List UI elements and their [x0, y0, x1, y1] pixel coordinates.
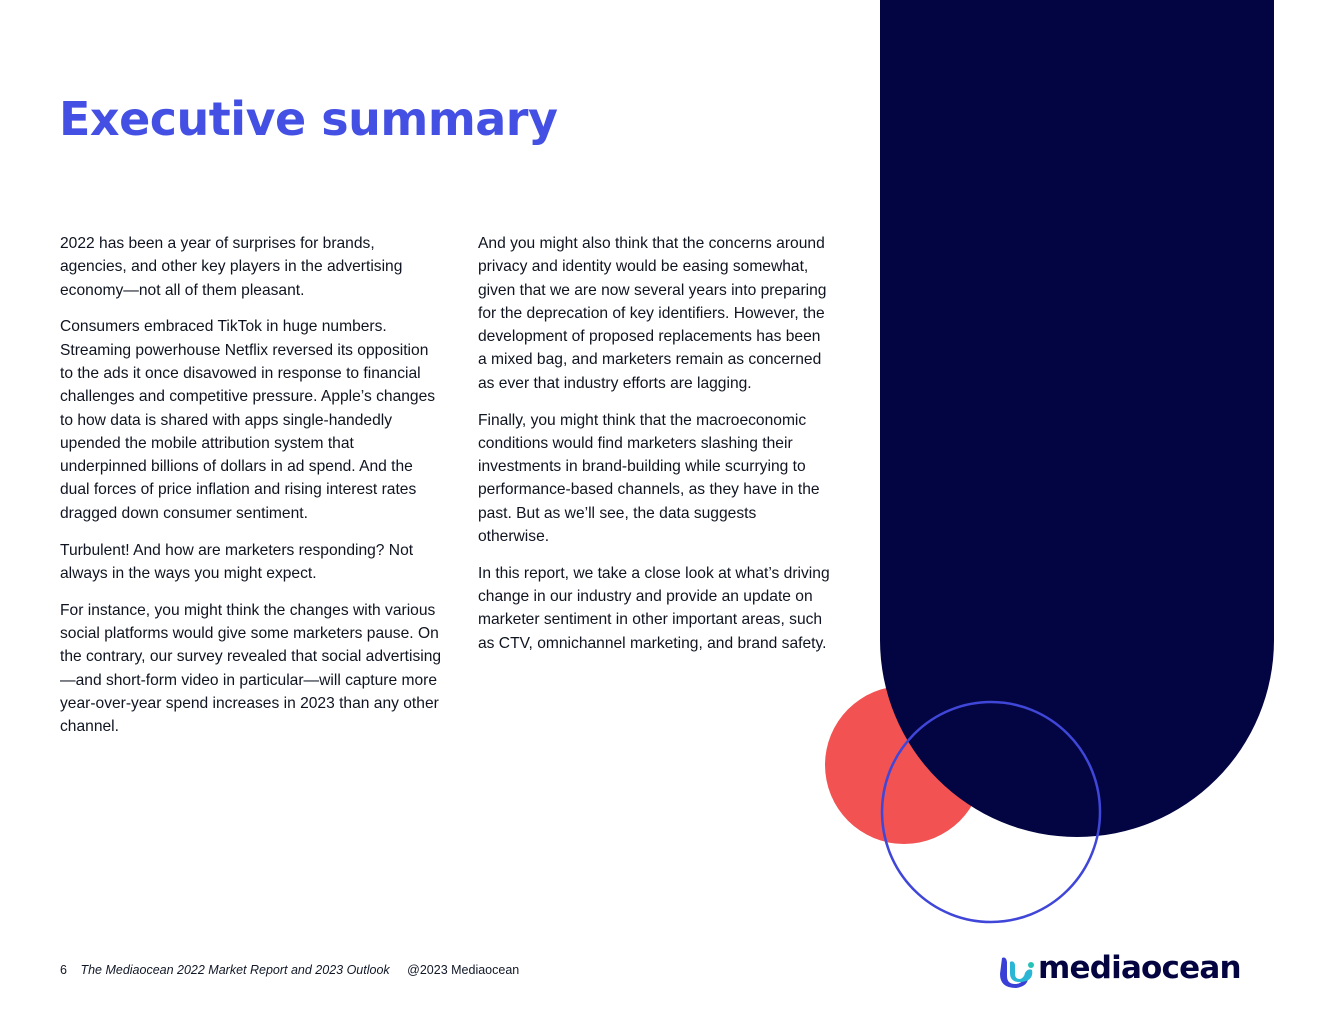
paragraph: And you might also think that the concerns around privacy and identity would be easing somewhat, given that we are now several years into preparing for the deprecation of key identifiers. However, the development of proposed replacements has been a mixed bag, and marketers remain as concerned as ever that industry efforts are lagging.	[478, 235, 827, 392]
page-footer	[60, 963, 519, 977]
paragraph: In this report, we take a close look at what’s driving change in our industry and provide an update on marketer sentiment in other important areas, such as CTV, omnichannel marketing, and brand safety.	[478, 564, 830, 652]
page-title: Executive summary	[59, 92, 558, 146]
copyright: @2023 Mediaocean	[407, 963, 520, 977]
mediaocean-logo	[998, 952, 1268, 992]
paragraph: Turbulent! And how are marketers responding? Not always in the ways you might expect.	[60, 541, 414, 582]
navy-pill-shape	[880, 0, 1274, 837]
left-text-column	[60, 232, 444, 752]
mediaocean-logo-icon	[998, 954, 1036, 990]
paragraph: Consumers embraced TikTok in huge numbers. Streaming powerhouse Netflix reversed its opposition to the ads it once disavowed in response to financial challenges and competitive pressure. Apple’s changes to how data is shared with apps single-handedly upended the mobile attribution system that underpinned billions of dollars in ad spend. And the dual forces of price inflation and rising interest rates dragged down consumer sentiment.	[60, 318, 436, 522]
page-number: 6	[60, 963, 67, 977]
right-text-column	[478, 232, 830, 669]
paragraph: 2022 has been a year of surprises for brands, agencies, and other key players in the advertising economy—not all of them pleasant.	[60, 235, 403, 299]
paragraph: Finally, you might think that the macroeconomic conditions would find marketers slashing their investments in brand-building while scurrying to performance-based channels, as they have in the past. But as we’ll see, the data suggests otherwise.	[478, 411, 820, 546]
report-title: The Mediaocean 2022 Market Report and 2023 Outlook	[80, 963, 390, 977]
logo-wordmark: mediaocean	[1038, 950, 1241, 986]
paragraph: For instance, you might think the changes with various social platforms would give some marketers pause. On the contrary, our survey revealed that social advertising—and short-form video in particular—will capture more year-over-year spend increases in 2023 than any other channel.	[60, 601, 442, 736]
